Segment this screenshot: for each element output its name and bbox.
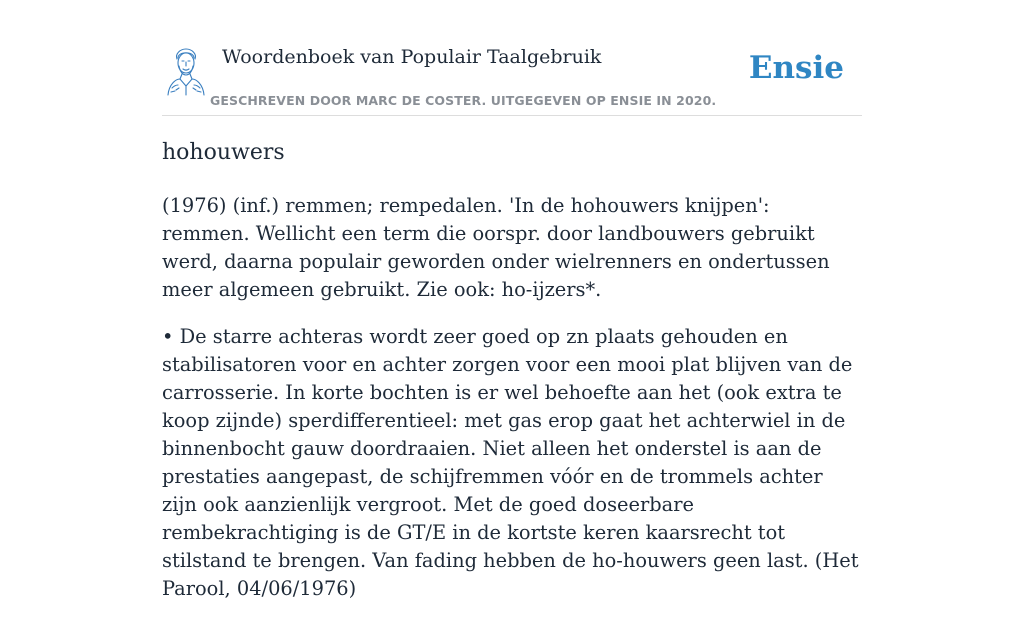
entry-definition: (1976) (inf.) remmen; rempedalen. 'In de hohouwers knijpen': remmen. Wellicht een term die oorspr. door landbouwers gebruikt werd, daarna populair geworden onder wielrenners en ondertussen meer algemeen gebruikt. Zie ook: ho-ijzers*. xyxy=(162,194,830,301)
book-title[interactable]: Woordenboek van Populair Taalgebruik xyxy=(222,46,602,68)
author-portrait-icon xyxy=(164,46,208,96)
ensie-logo-link[interactable]: Ensie xyxy=(748,50,844,86)
entry-example: • De starre achteras wordt zeer goed op zn plaats gehouden en stabilisatoren voor en achter zorgen voor een mooi plat blijven van de carrosserie. In korte bochten is er wel behoefte aan het (ook extra te koop zijnde) sperdifferentieel: met gas erop gaat het achterwiel in de binnenbocht gauw doordraaien. Niet alleen het onderstel is aan de prestaties aangepast, de schijfremmen vóór en de trommels achter zijn ook aanzienlijk vergroot. Met de goed doseerbare rembekrachtiging is de GT/E in de kortste keren kaarsrecht tot stilstand te brengen. Van fading hebben de ho-houwers geen last. (Het Parool, 04/06/1976) xyxy=(162,325,859,600)
byline: GESCHREVEN DOOR MARC DE COSTER. UITGEGEVEN OP ENSIE IN 2020. xyxy=(210,93,717,108)
entry-term: hohouwers xyxy=(162,140,285,165)
entry-body xyxy=(162,192,862,622)
header xyxy=(162,40,862,116)
